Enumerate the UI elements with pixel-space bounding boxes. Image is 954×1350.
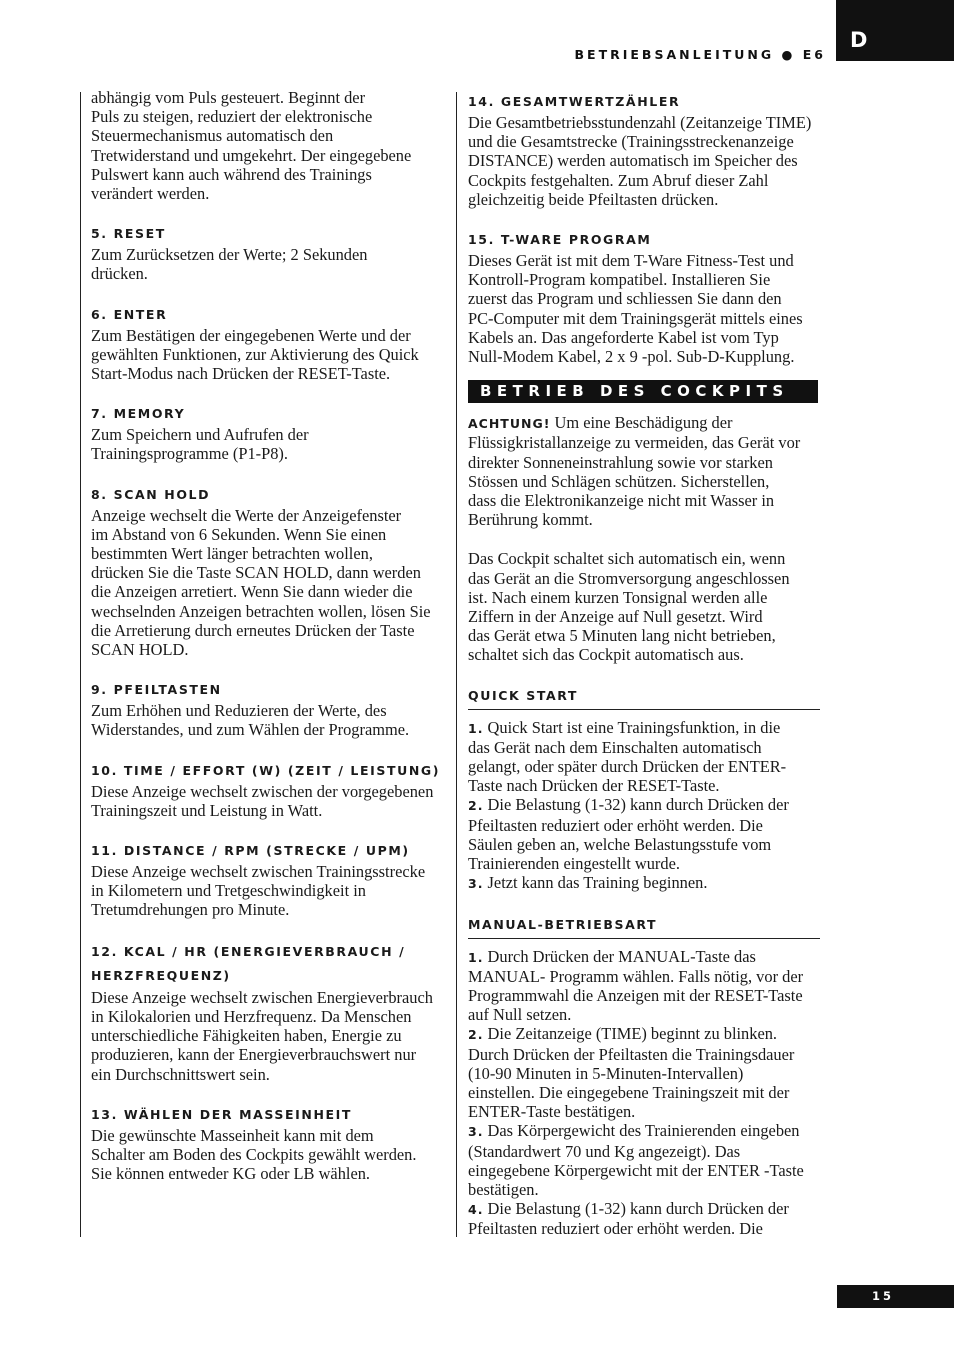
- section-heading-distance-rpm: 11. DISTANCE / RPM (STRECKE / UPM): [91, 843, 410, 859]
- section-text-enter: Zum Bestätigen der eingegebenen Werte und der gewählten Funktionen, zur Aktivierung des Quick Start-Modus nach Drücken der RESET-Taste.: [91, 325, 419, 384]
- section-heading-masseinheit: 13. WÄHLEN DER MASSEINHEIT: [91, 1106, 353, 1122]
- section-text-memory: Zum Speichern und Aufrufen der Trainingsprogramme (P1-P8).: [91, 425, 309, 464]
- step-number: 1.: [468, 720, 484, 736]
- quick-start-step: [468, 718, 820, 796]
- section-text-distance-rpm: Diese Anzeige wechselt zwischen Trainingsstrecke in Kilometern und Tretgeschwindigkeit in Tretumdrehungen pro Minute.: [91, 862, 426, 920]
- section-heading-scan-hold: 8. SCAN HOLD: [91, 486, 211, 502]
- left-column: [91, 88, 443, 1183]
- section-heading-pfeiltasten: 9. PFEILTASTEN: [91, 682, 222, 698]
- section-heading-kcal-hr: 12. KCAL / HR (ENERGIEVERBRAUCH / HERZFREQUENZ): [91, 943, 406, 983]
- section-heading-gesamtwertzaehler: 14. GESAMTWERTZÄHLER: [468, 94, 681, 109]
- section-heading-manual: MANUAL-BETRIEBSART: [468, 914, 820, 939]
- step-number: 3.: [468, 1124, 484, 1140]
- section-text-masseinheit: Die gewünschte Masseinheit kann mit dem Schalter am Boden des Cockpits gewählt werden. Sie können entweder KG oder LB wählen.: [91, 1125, 417, 1184]
- section-text-gesamtwertzaehler: Die Gesamtbetriebsstundenzahl (Zeitanzeige TIME) und die Gesamtstrecke (Trainingsstreckenanzeige DISTANCE) werden automatisch im Speicher des Cockpits festgehalten. Zum Abruf dieser Zahl gleichzeitig beide Pfeiltasten drücken.: [468, 113, 812, 209]
- page-number: 15: [872, 1289, 895, 1303]
- language-tab-label: D: [850, 28, 868, 52]
- page-number-tab: [837, 1285, 954, 1308]
- manual-step: [468, 1024, 820, 1121]
- step-text: Die Belastung (1-32) kann durch Drücken der Pfeiltasten reduziert oder erhöht werden. Die: [468, 1199, 789, 1239]
- center-column-rule: [456, 92, 457, 1237]
- left-column-rule: [80, 92, 81, 1237]
- manual-step: [468, 947, 820, 1025]
- section-heading-quick-start: QUICK START: [468, 685, 820, 710]
- section-heading-time-effort: 10. TIME / EFFORT (W) (ZEIT / LEISTUNG): [91, 762, 441, 778]
- section-text-scan-hold: Anzeige wechselt die Werte der Anzeigefenster im Abstand von 6 Sekunden. Wenn Sie einen bestimmten Wert länger betrachten wollen, drücken Sie die Taste SCAN HOLD, dann werden die Anzeigen arretiert. Wenn Sie dann wieder die wechselnden Anzeigen betrachten wollen, lösen Sie die Arretierung durch erneutes Drücken der Taste SCAN HOLD.: [91, 505, 431, 660]
- step-text: Quick Start ist eine Trainingsfunktion, in die das Gerät nach dem Einschalten automatisch gelangt, oder später durch Drücken der ENTER- Taste nach Drücken der RESET-Taste.: [468, 717, 787, 796]
- step-text: Das Körpergewicht des Trainierenden eingeben (Standardwert 70 und Kg angezeigt). Das eingegebene Körpergewicht mit der ENTER -Taste bestätigen.: [468, 1121, 804, 1199]
- running-header: BETRIEBSANLEITUNG ● E6: [574, 47, 826, 62]
- section-heading-memory: 7. MEMORY: [91, 406, 186, 422]
- section-heading-t-ware: 15. T-WARE PROGRAM: [468, 232, 652, 248]
- warning-paragraph: [468, 413, 820, 529]
- cockpit-paragraph: Das Cockpit schaltet sich automatisch ein, wenn das Gerät an die Stromversorgung angeschlossen ist. Nach einem kurzen Tonsignal werden alle Ziffern in der Anzeige auf Null gesetzt. Wird das Gerät etwa 5 Minuten lang nicht betrieben, schaltet sich das Cockpit automatisch aus.: [468, 549, 790, 665]
- step-text: Jetzt kann das Training beginnen.: [483, 873, 708, 893]
- section-text-pfeiltasten: Zum Erhöhen und Reduzieren der Werte, des Widerstandes, und zum Wählen der Programme.: [91, 701, 410, 740]
- section-text-t-ware: Dieses Gerät ist mit dem T-Ware Fitness-Test und Kontroll-Program kompatibel. Installieren Sie zuerst das Program und schliessen Sie dann den PC-Computer mit dem Trainingsgerät mittels eines Kabels an. Das angeforderte Kabel ist vom Typ Null-Modem Kabel, 2 x 9 -pol. Sub-D-Kupplung.: [468, 251, 803, 367]
- manual-step: [468, 1121, 820, 1199]
- section-text-reset: Zum Zurücksetzen der Werte; 2 Sekunden drücken.: [91, 245, 368, 284]
- warning-label: ACHTUNG!: [468, 416, 551, 432]
- step-text: Durch Drücken der MANUAL-Taste das MANUAL- Programm wählen. Falls nötig, vor der Programmwahl die Anzeigen mit der RESET-Taste auf Null setzen.: [468, 946, 804, 1025]
- step-text: Die Belastung (1-32) kann durch Drücken der Pfeiltasten reduziert oder erhöht werden. Die Säulen geben an, welche Belastungsstufe vom Trainierenden eingestellt wurde.: [468, 795, 789, 874]
- warning-text: Um eine Beschädigung der Flüssigkristallanzeige zu vermeiden, das Gerät vor direkter Sonneneinstrahlung sowie vor starken Stössen und Schlägen schützen. Sicherstellen, dass die Elektronikanzeige nicht mit Wasser in Berührung kommt.: [468, 413, 801, 530]
- section-text-kcal-hr: Diese Anzeige wechselt zwischen Energieverbrauch in Kilokalorien und Herzfrequenz. Da Menschen unterschiedliche Fähigkeiten haben, Energie zu produzieren, kann der Energieverbrauchswert nur ein Durchschnittswert sein.: [91, 987, 433, 1084]
- step-number: 3.: [468, 876, 484, 892]
- manual-step: [468, 1199, 820, 1238]
- section-banner-betrieb: BETRIEB DES COCKPITS: [468, 380, 818, 403]
- quick-start-step: [468, 873, 820, 893]
- step-number: 1.: [468, 949, 484, 965]
- right-column: [468, 91, 820, 1239]
- quick-start-step: [468, 795, 820, 873]
- step-text: Die Zeitanzeige (TIME) beginnt zu blinken. Durch Drücken der Pfeiltasten die Trainingsdauer (10-90 Minuten in 5-Minuten-Intervallen) einstellen. Die eingegebene Trainingszeit mit der ENTER-Taste bestätigen.: [468, 1024, 795, 1122]
- section-heading-reset: 5. RESET: [91, 226, 166, 242]
- intro-paragraph: abhängig vom Puls gesteuert. Beginnt der Puls zu steigen, reduziert der elektronische Steuermechanismus automatisch den Tretwiderstand und umgekehrt. Der eingegebene Pulswert kann auch während des Trainings verändert werden.: [91, 88, 412, 204]
- section-text-time-effort: Diese Anzeige wechselt zwischen der vorgegebenen Trainingszeit und Leistung in Watt.: [91, 781, 434, 820]
- step-number: 4.: [468, 1202, 484, 1218]
- step-number: 2.: [468, 798, 484, 814]
- step-number: 2.: [468, 1027, 484, 1043]
- section-heading-enter: 6. ENTER: [91, 306, 168, 322]
- language-tab: [836, 0, 954, 61]
